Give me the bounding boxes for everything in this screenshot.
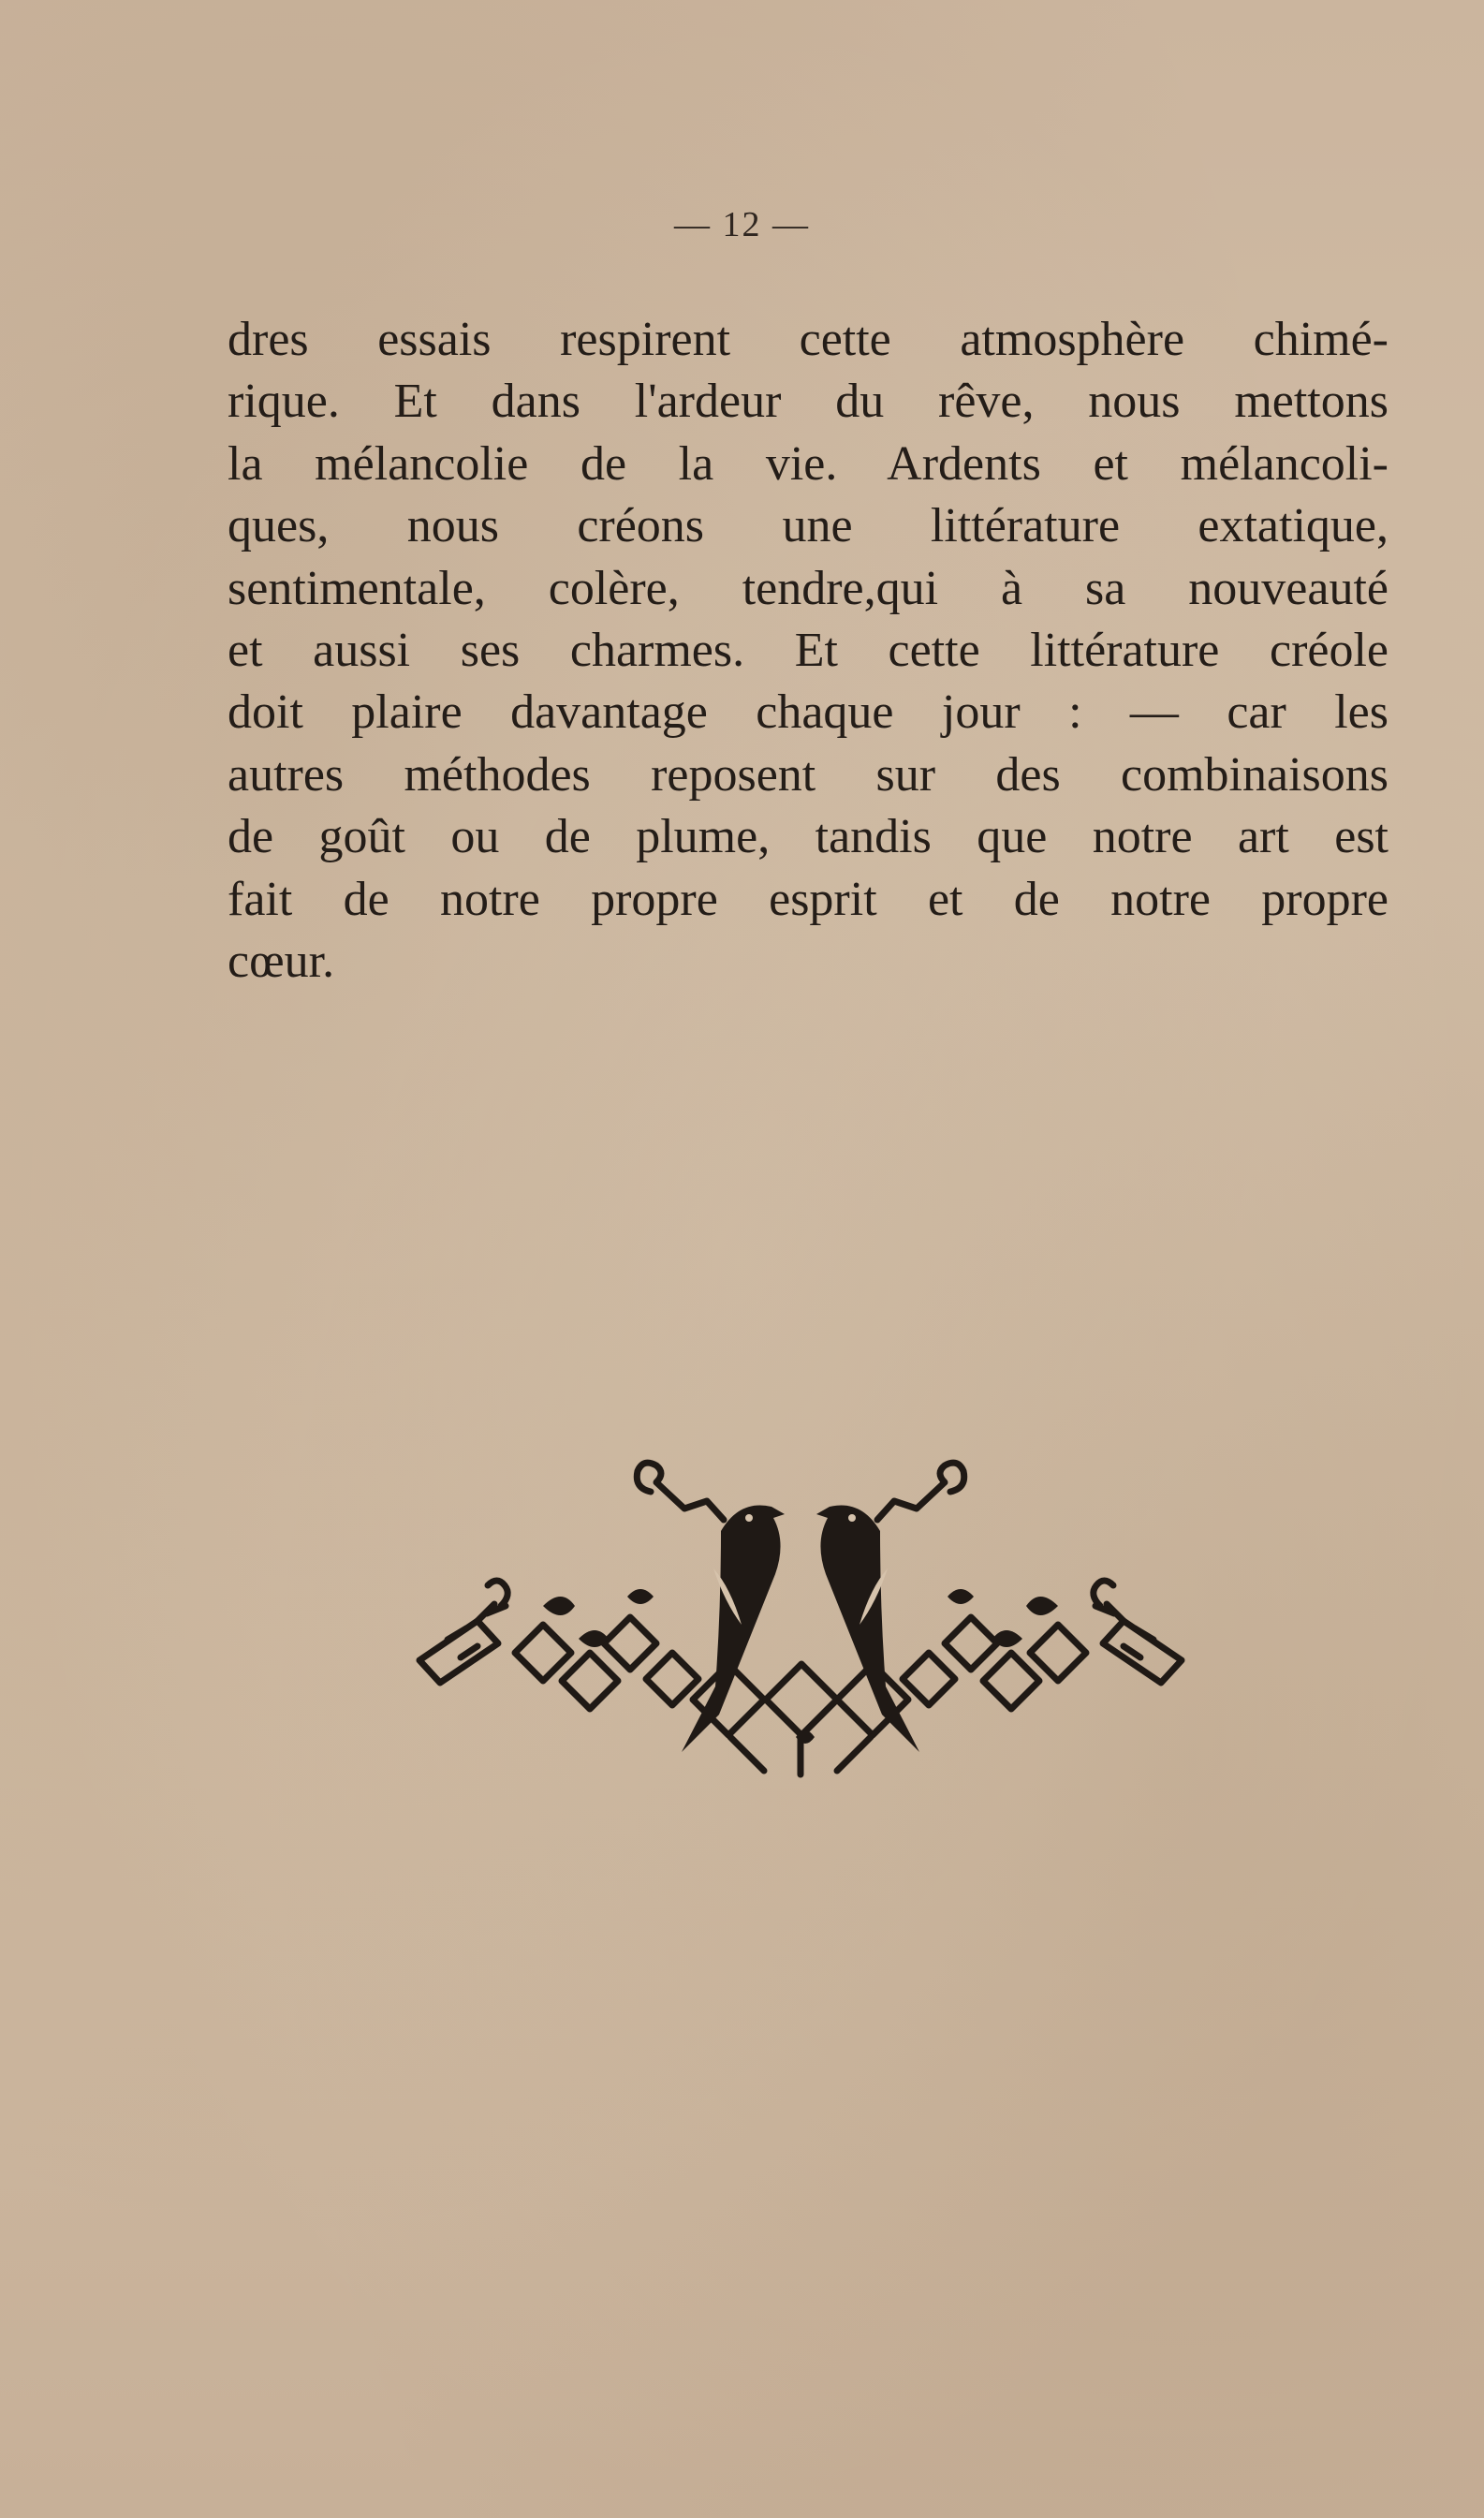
text-line: sentimentale, colère, tendre,qui à sa nouveauté — [228, 561, 1388, 615]
text-line: de goût ou de plume, tandis que notre art est — [228, 810, 1388, 864]
text-line: la mélancolie de la vie. Ardents et mélancoli- — [228, 436, 1388, 491]
body-paragraph — [228, 309, 1388, 993]
page-number: — 12 — — [674, 205, 810, 244]
text-line: et aussi ses charmes. Et cette littérature créole — [228, 624, 1388, 678]
birds-and-keys-fleuron-icon — [412, 1456, 1189, 1779]
text-line: dres essais respirent cette atmosphère chimé- — [228, 313, 1388, 366]
text-line: autres méthodes reposent sur des combinaisons — [228, 747, 1388, 802]
text-line: fait de notre propre esprit et de notre propre — [228, 872, 1388, 926]
text-line: rique. Et dans l'ardeur du rêve, nous mettons — [228, 375, 1388, 429]
text-line: cœur. — [228, 935, 335, 989]
text-line: ques, nous créons une littérature extatique, — [228, 499, 1388, 553]
text-line: doit plaire davantage chaque jour : — car les — [228, 685, 1388, 740]
